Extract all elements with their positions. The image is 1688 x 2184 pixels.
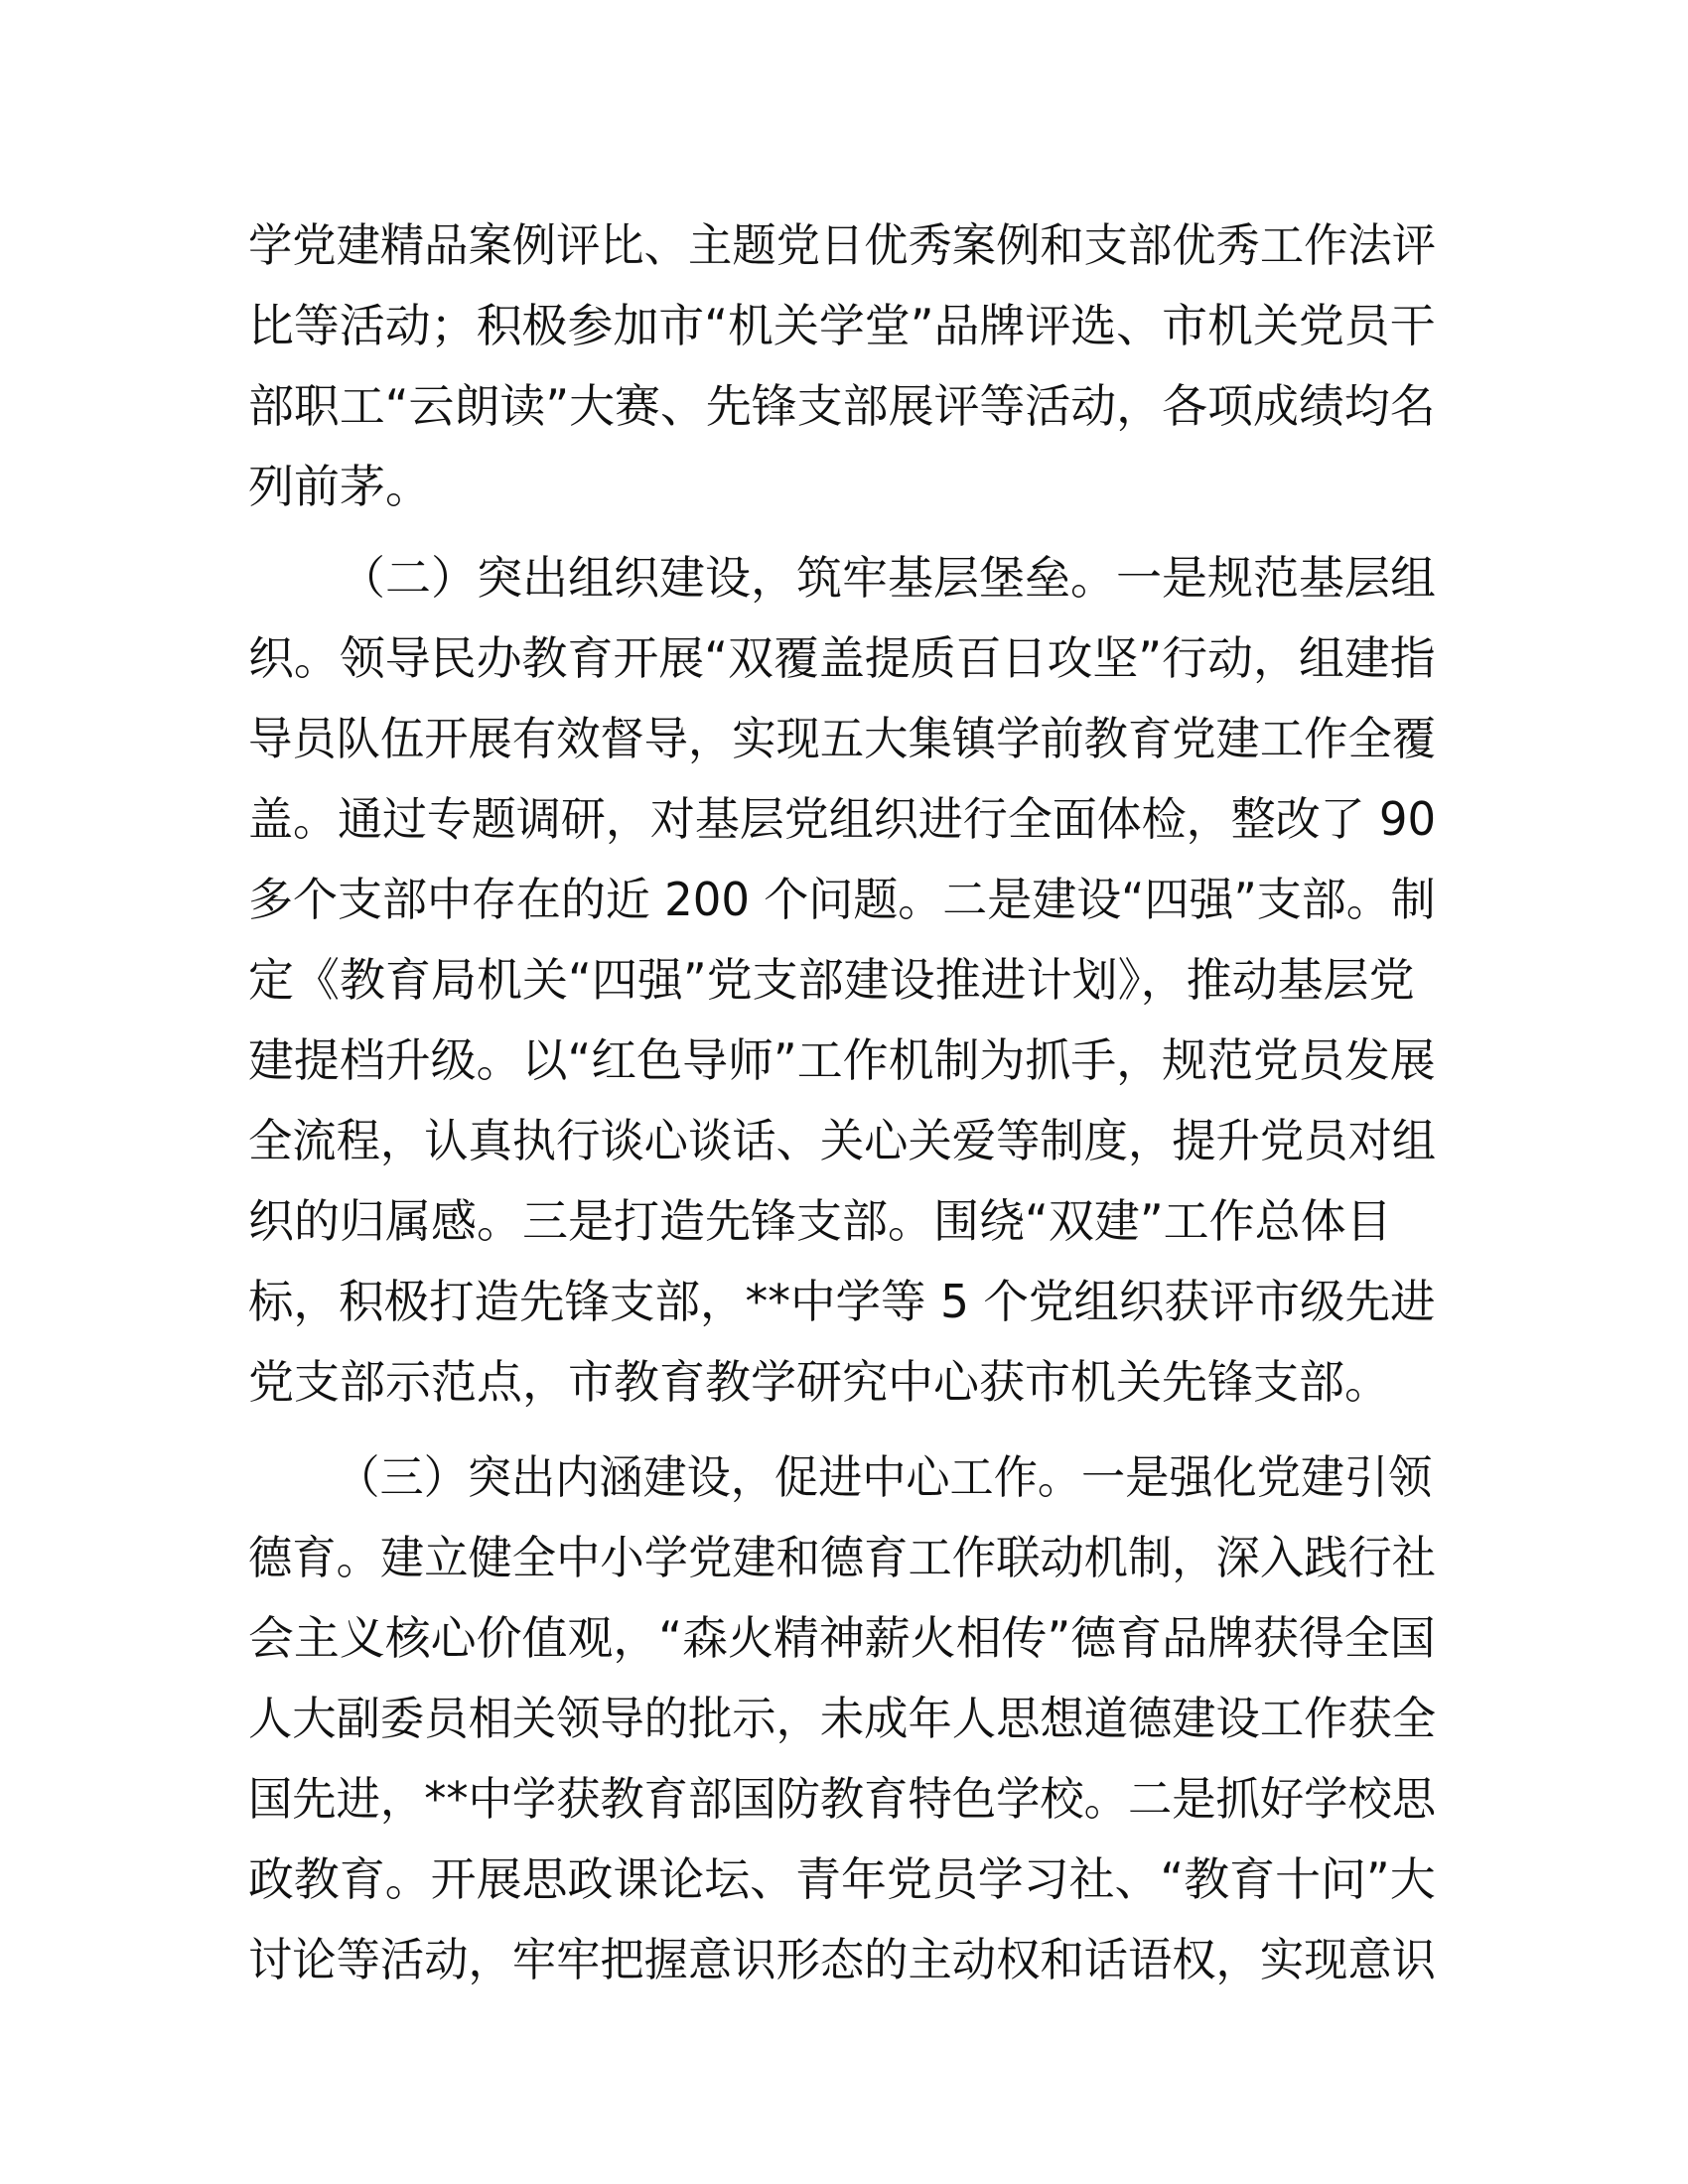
text-line: 政教育。开展思政课论坛、青年党员学习社、“教育十问”大 (248, 1852, 1436, 1906)
text-line: 列前茅。 (248, 460, 431, 513)
paragraph-1 (248, 205, 1436, 527)
text-line: 党支部示范点，市教育教学研究中心获市机关先锋支部。 (248, 1355, 1390, 1409)
text-line: 学党建精品案例评比、主题党日优秀案例和支部优秀工作法评 (248, 218, 1437, 272)
text-line: 德育。建立健全中小学党建和德育工作联动机制，深入践行社 (248, 1531, 1437, 1584)
text-line: 导员队伍开展有效督导，实现五大集镇学前教育党建工作全覆 (248, 712, 1437, 765)
text-line: 讨论等活动，牢牢把握意识形态的主动权和话语权，实现意识 (248, 1933, 1437, 1986)
text-line: 盖。通过专题调研，对基层党组织进行全面体检，整改了 90 (248, 792, 1437, 846)
text-line: （三）突出内涵建设，促进中心工作。一是强化党建引领 (336, 1450, 1433, 1504)
text-line: 织。领导民办教育开展“双覆盖提质百日攻坚”行动，组建指 (248, 631, 1436, 685)
text-line: 建提档升级。以“红色导师”工作机制为抓手，规范党员发展 (248, 1033, 1436, 1087)
text-line: 多个支部中存在的近 200 个问题。二是建设“四强”支部。制 (248, 873, 1436, 926)
text-line: 人大副委员相关领导的批示，未成年人思想道德建设工作获全 (248, 1692, 1437, 1745)
paragraph-3 (248, 1437, 1436, 2000)
text-line: 比等活动；积极参加市“机关学堂”品牌评选、市机关党员干 (248, 299, 1436, 352)
text-line: 织的归属感。三是打造先锋支部。围绕“双建”工作总体目 (248, 1194, 1392, 1248)
text-line: 国先进，**中学获教育部国防教育特色学校。二是抓好学校思 (248, 1772, 1437, 1826)
text-line: 定《教育局机关“四强”党支部建设推进计划》，推动基层党 (248, 953, 1415, 1007)
paragraph-2 (248, 538, 1436, 1423)
text-line: 会主义核心价值观，“森火精神薪火相传”德育品牌获得全国 (248, 1611, 1436, 1665)
text-line: 标，积极打造先锋支部，**中学等 5 个党组织获评市级先进 (248, 1275, 1436, 1328)
text-line: （二）突出组织建设，筑牢基层堡垒。一是规范基层组 (340, 551, 1436, 605)
text-line: 全流程，认真执行谈心谈话、关心关爱等制度，提升党员对组 (248, 1114, 1437, 1167)
text-line: 部职工“云朗读”大赛、先锋支部展评等活动，各项成绩均名 (248, 379, 1436, 433)
